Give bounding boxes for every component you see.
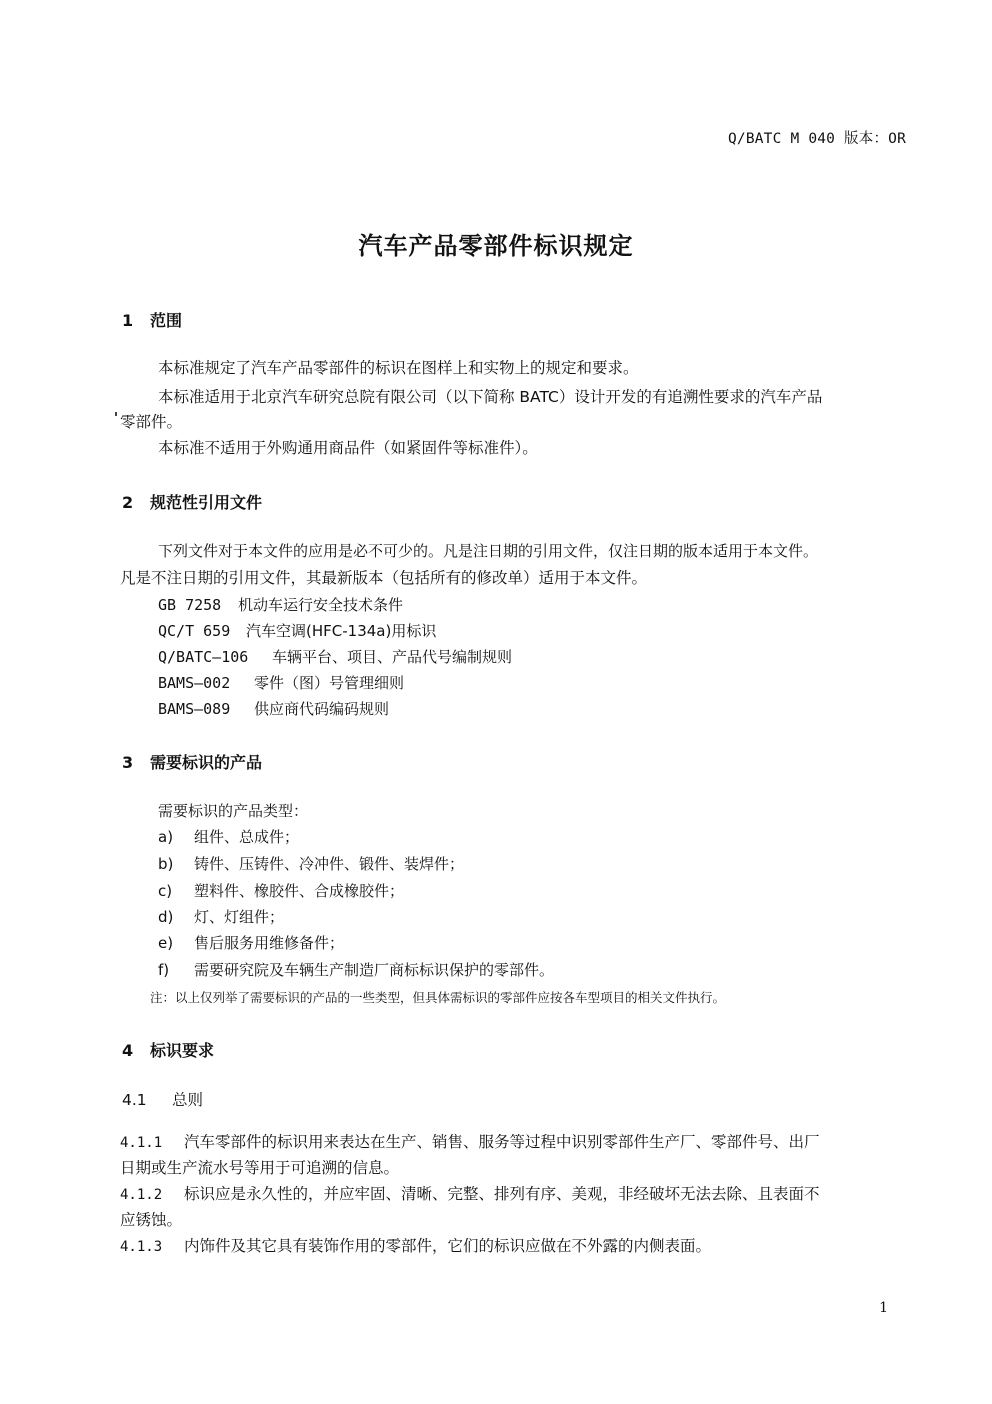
list-marker: f) xyxy=(158,961,170,979)
reference-code: GB 7258 xyxy=(158,596,222,614)
list-item xyxy=(158,880,404,901)
list-text: 铸件、压铸件、冷冲件、锻件、装焊件； xyxy=(194,855,465,873)
list-text: 售后服务用维修备件； xyxy=(194,934,345,952)
page-title: 汽车产品零部件标识规定 xyxy=(358,232,634,260)
list-marker: c) xyxy=(158,882,173,900)
reference-item xyxy=(158,620,436,641)
reference-code: BAMS—002 xyxy=(158,674,231,692)
list-item xyxy=(158,932,344,953)
reference-item xyxy=(158,698,389,719)
list-marker: a) xyxy=(158,828,174,846)
subsection-number: 4.1 xyxy=(122,1091,147,1109)
list-text: 灯、灯组件； xyxy=(194,908,285,926)
paragraph: 本标准规定了汽车产品零部件的标识在图样上和实物上的规定和要求。 xyxy=(158,359,639,377)
section-number: 1 xyxy=(122,311,134,330)
list-text: 塑料件、橡胶件、合成橡胶件； xyxy=(194,882,405,900)
reference-code: Q/BATC—106 xyxy=(158,648,249,666)
scan-speck xyxy=(115,412,117,416)
clause-4-1-2 xyxy=(120,1182,820,1204)
paragraph-continuation: 日期或生产流水号等用于可追溯的信息。 xyxy=(120,1159,400,1177)
section-1-heading xyxy=(122,308,182,331)
paragraph: 下列文件对于本文件的应用是必不可少的。凡是注日期的引用文件，仅注日期的版本适用于本文件。 xyxy=(158,542,819,560)
reference-code: BAMS—089 xyxy=(158,700,231,718)
list-item xyxy=(158,853,464,874)
subsection-4-1-heading xyxy=(122,1088,203,1110)
reference-title: 供应商代码编码规则 xyxy=(254,700,390,718)
paragraph: 本标准适用于北京汽车研究总院有限公司（以下简称 BATC）设计开发的有追溯性要求的汽车产品 xyxy=(158,388,823,406)
clause-number: 4.1.2 xyxy=(120,1187,163,1203)
paragraph: 需要标识的产品类型： xyxy=(158,802,309,820)
paragraph-continuation: 凡是不注日期的引用文件，其最新版本（包括所有的修改单）适用于本文件。 xyxy=(120,569,648,587)
clause-number: 4.1.1 xyxy=(120,1135,163,1151)
section-4-heading xyxy=(122,1038,214,1061)
note: 注：以上仅列举了需要标识的产品的一些类型，但具体需标识的零部件应按各车型项目的相关文件执行。 xyxy=(150,990,726,1005)
list-item xyxy=(158,906,284,927)
section-number: 4 xyxy=(122,1041,134,1060)
list-item xyxy=(158,826,299,847)
list-marker: b) xyxy=(158,855,174,873)
list-text: 需要研究院及车辆生产制造厂商标标识保护的零部件。 xyxy=(194,961,555,979)
reference-item xyxy=(158,646,512,667)
reference-item xyxy=(158,594,403,615)
clause-text: 汽车零部件的标识用来表达在生产、销售、服务等过程中识别零部件生产厂、零部件号、出厂 xyxy=(184,1133,820,1151)
section-number: 3 xyxy=(122,753,134,772)
subsection-title: 总则 xyxy=(172,1091,204,1109)
reference-title: 零件（图）号管理细则 xyxy=(254,674,405,692)
reference-title: 车辆平台、项目、产品代号编制规则 xyxy=(272,648,513,666)
reference-title: 机动车运行安全技术条件 xyxy=(238,596,404,614)
section-title: 规范性引用文件 xyxy=(150,493,263,512)
clause-text: 内饰件及其它具有装饰作用的零部件，它们的标识应做在不外露的内侧表面。 xyxy=(184,1237,712,1255)
list-item xyxy=(158,959,554,980)
paragraph: 本标准不适用于外购通用商品件（如紧固件等标准件）。 xyxy=(158,439,538,457)
paragraph-continuation: 零部件。 xyxy=(120,413,183,431)
section-title: 范围 xyxy=(150,311,183,330)
section-number: 2 xyxy=(122,493,134,512)
reference-title: 汽车空调(HFC-134a)用标识 xyxy=(246,622,437,640)
page-number: 1 xyxy=(879,1300,888,1316)
list-text: 组件、总成件； xyxy=(194,828,300,846)
reference-code: QC/T 659 xyxy=(158,622,231,640)
clause-4-1-1 xyxy=(120,1130,820,1152)
section-title: 需要标识的产品 xyxy=(150,753,263,772)
section-title: 标识要求 xyxy=(150,1041,215,1060)
section-3-heading xyxy=(122,750,262,773)
paragraph-continuation: 应锈蚀。 xyxy=(120,1211,183,1229)
list-marker: e) xyxy=(158,934,174,952)
clause-number: 4.1.3 xyxy=(120,1239,163,1255)
clause-text: 标识应是永久性的，并应牢固、清晰、完整、排列有序、美观，非经破坏无法去除、且表面不 xyxy=(184,1185,820,1203)
list-marker: d) xyxy=(158,908,174,926)
clause-4-1-3 xyxy=(120,1234,711,1256)
document-id: Q/BATC M 040 版本：OR xyxy=(727,131,906,147)
section-2-heading xyxy=(122,490,262,513)
reference-item xyxy=(158,672,404,693)
